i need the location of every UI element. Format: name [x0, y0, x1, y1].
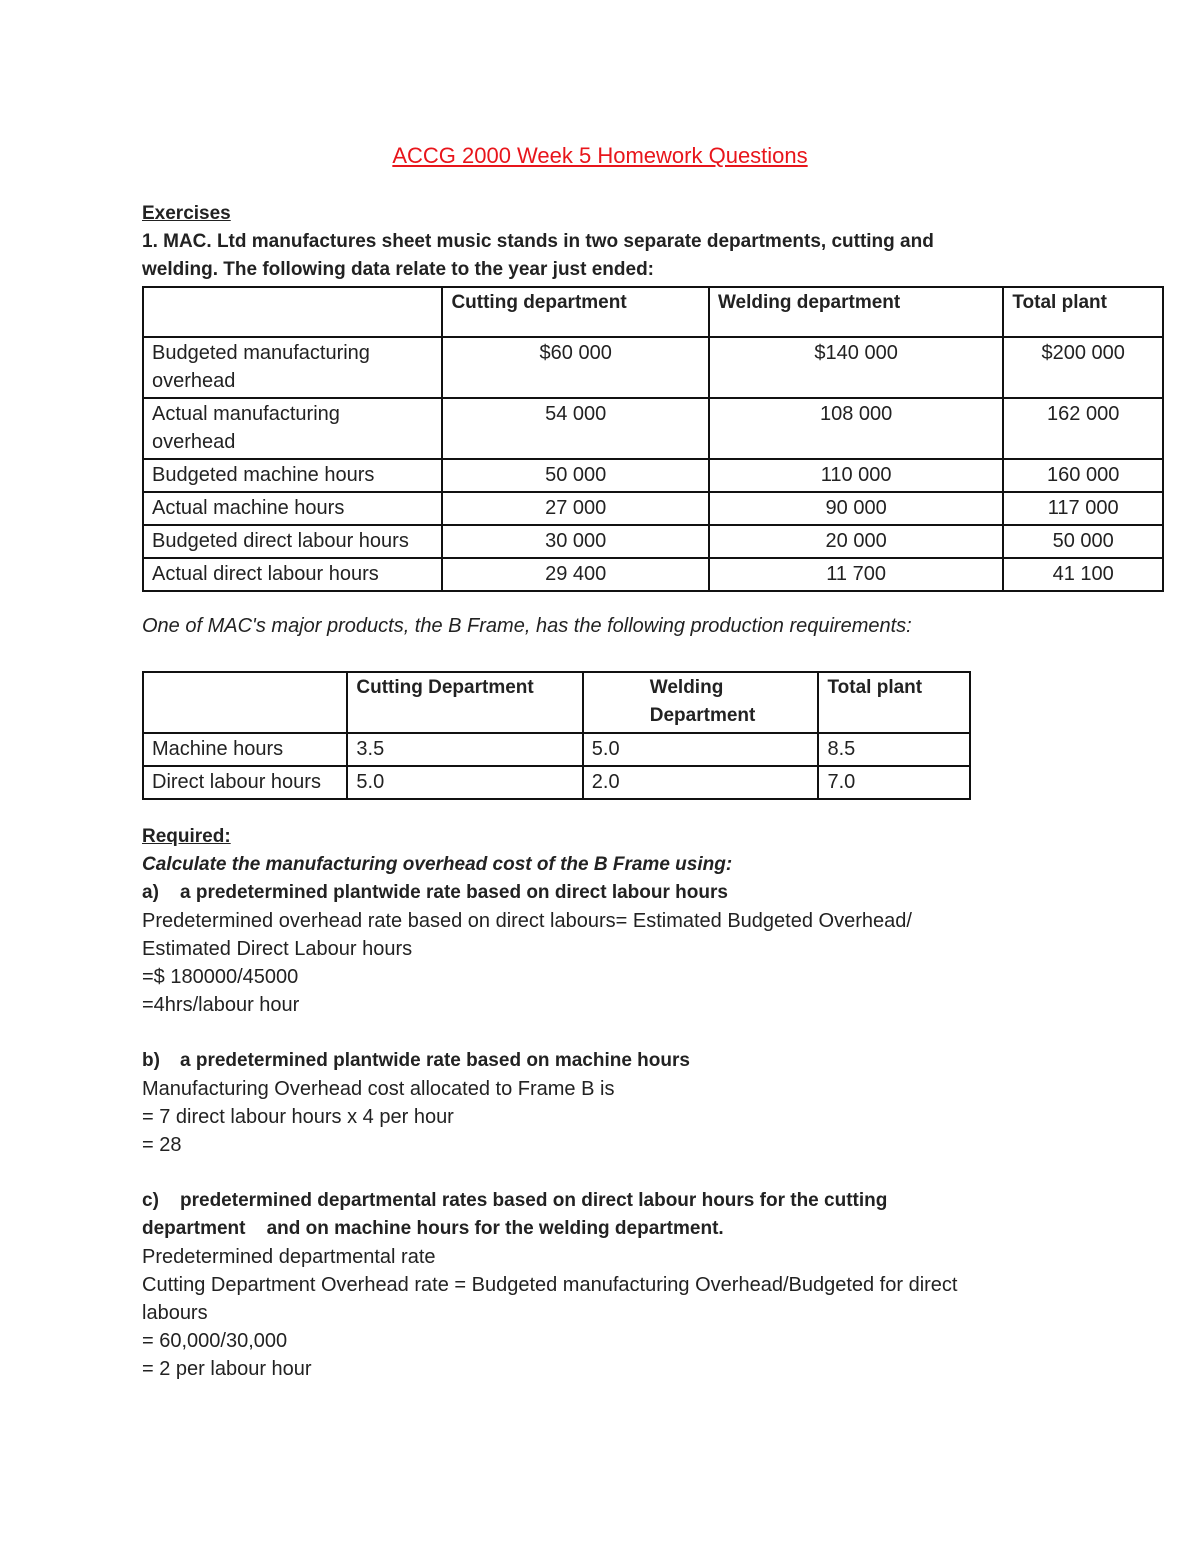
- table-cell: 30 000: [442, 525, 708, 558]
- table-cell: 11 700: [709, 558, 1003, 591]
- row-label: Actual machine hours: [143, 492, 442, 525]
- table-cell: $60 000: [442, 337, 708, 398]
- part-b-line: = 7 direct labour hours x 4 per hour: [142, 1106, 454, 1128]
- table-cell: 2.0: [583, 766, 819, 799]
- part-b-letter: b): [142, 1050, 160, 1071]
- table-header-cell: Cutting department: [442, 287, 708, 337]
- question-1-line-2: welding. The following data relate to the year just ended:: [142, 259, 655, 280]
- question-1-line-1: 1. MAC. Ltd manufactures sheet music stands in two separate departments, cutting and: [142, 231, 934, 252]
- required-section: [142, 823, 1142, 1383]
- required-heading: Required:: [142, 826, 231, 847]
- table-cell: 108 000: [709, 398, 1003, 459]
- part-a-title: a predetermined plantwide rate based on direct labour hours: [180, 882, 728, 903]
- table-cell: $140 000: [709, 337, 1003, 398]
- table-cell: 160 000: [1003, 459, 1163, 492]
- table-cell: 8.5: [818, 733, 970, 766]
- header-line: Department: [649, 705, 756, 726]
- header-line: Welding: [649, 677, 724, 698]
- row-label: Machine hours: [143, 733, 347, 766]
- part-c-letter: c): [142, 1190, 159, 1211]
- table-header-cell: Total plant: [818, 672, 970, 733]
- table-cell: $200 000: [1003, 337, 1163, 398]
- table-cell: 50 000: [442, 459, 708, 492]
- part-c-line: = 60,000/30,000: [142, 1330, 288, 1352]
- b-frame-requirements-table: [142, 671, 971, 800]
- part-b-heading: [142, 1047, 1142, 1075]
- table-cell: 90 000: [709, 492, 1003, 525]
- row-label: [143, 398, 442, 459]
- row-label-line: Budgeted manufacturing: [152, 342, 370, 364]
- part-c-heading-line-2: department and on machine hours for the welding department.: [142, 1218, 724, 1239]
- table-row: [143, 766, 970, 799]
- part-a-line: =$ 180000/45000: [142, 966, 299, 988]
- part-c-line: Predetermined departmental rate: [142, 1246, 436, 1268]
- table-cell: 7.0: [818, 766, 970, 799]
- row-label: [143, 337, 442, 398]
- table-cell: 54 000: [442, 398, 708, 459]
- exercises-heading: Exercises: [142, 203, 231, 224]
- part-c-line: labours: [142, 1302, 208, 1324]
- table-header-cell: [583, 672, 819, 733]
- part-b-title: a predetermined plantwide rate based on machine hours: [180, 1050, 690, 1071]
- row-label-line: overhead: [152, 370, 236, 392]
- table-cell: 20 000: [709, 525, 1003, 558]
- table-cell: 29 400: [442, 558, 708, 591]
- part-a-line: =4hrs/labour hour: [142, 994, 300, 1016]
- table-header-cell: [143, 287, 442, 337]
- table-cell: 50 000: [1003, 525, 1163, 558]
- table-row: [143, 398, 1163, 459]
- table-header-cell: [143, 672, 347, 733]
- table-cell: 117 000: [1003, 492, 1163, 525]
- row-label-line: Actual manufacturing: [152, 403, 340, 425]
- row-label-line: overhead: [152, 431, 236, 453]
- part-c-heading: [142, 1187, 1142, 1215]
- row-label: Budgeted direct labour hours: [143, 525, 442, 558]
- table-cell: 110 000: [709, 459, 1003, 492]
- part-b-line: Manufacturing Overhead cost allocated to Frame B is: [142, 1078, 615, 1100]
- table-cell: 3.5: [347, 733, 582, 766]
- overhead-data-table: [142, 286, 1164, 592]
- exercise-intro: [142, 200, 1122, 284]
- row-label: Budgeted machine hours: [143, 459, 442, 492]
- spacer: [142, 1159, 1142, 1187]
- table-header-cell: Welding department: [709, 287, 1003, 337]
- table-header-cell: Cutting Department: [347, 672, 582, 733]
- part-a-letter: a): [142, 882, 159, 903]
- row-label: Direct labour hours: [143, 766, 347, 799]
- table-cell: 27 000: [442, 492, 708, 525]
- table-header-row: [143, 287, 1163, 337]
- part-c-line: Cutting Department Overhead rate = Budgeted manufacturing Overhead/Budgeted for direct: [142, 1274, 958, 1296]
- part-a-line: Predetermined overhead rate based on direct labours= Estimated Budgeted Overhead/: [142, 910, 912, 932]
- row-label: Actual direct labour hours: [143, 558, 442, 591]
- part-b-line: = 28: [142, 1134, 182, 1156]
- table-row: [143, 459, 1163, 492]
- table-row: [143, 337, 1163, 398]
- table-cell: 5.0: [583, 733, 819, 766]
- table-header-row: [143, 672, 970, 733]
- table-row: [143, 733, 970, 766]
- part-a-line: Estimated Direct Labour hours: [142, 938, 413, 960]
- table-cell: 5.0: [347, 766, 582, 799]
- required-instruction: Calculate the manufacturing overhead cost of the B Frame using:: [142, 854, 733, 875]
- part-a-heading: [142, 879, 1142, 907]
- table-cell: 162 000: [1003, 398, 1163, 459]
- document-title: ACCG 2000 Week 5 Homework Questions: [392, 143, 808, 168]
- table-row: [143, 492, 1163, 525]
- table-cell: 41 100: [1003, 558, 1163, 591]
- b-frame-intro: One of MAC's major products, the B Frame, has the following production requirements:: [142, 615, 912, 637]
- table-row: [143, 525, 1163, 558]
- table-header-cell: Total plant: [1003, 287, 1163, 337]
- spacer: [142, 1019, 1142, 1047]
- part-c-title: predetermined departmental rates based on direct labour hours for the cutting: [180, 1190, 888, 1211]
- table-row: [143, 558, 1163, 591]
- part-c-line: = 2 per labour hour: [142, 1358, 312, 1380]
